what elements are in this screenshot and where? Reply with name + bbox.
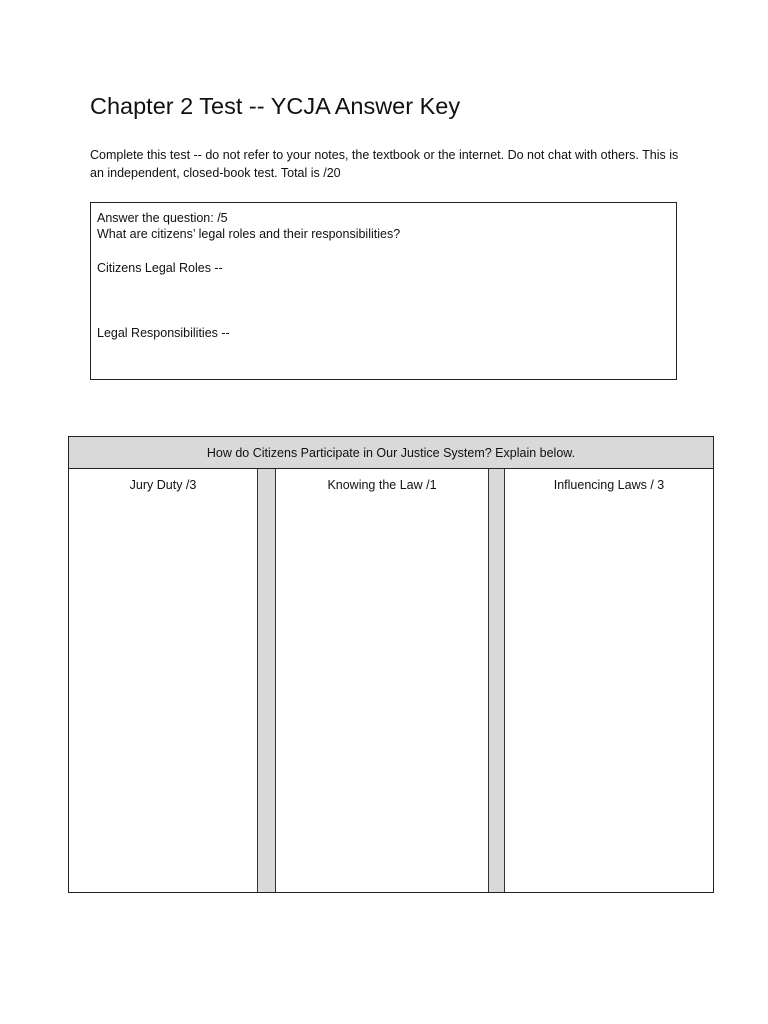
question-box (90, 202, 677, 380)
column-separator (257, 469, 276, 892)
page-title: Chapter 2 Test -- YCJA Answer Key (90, 93, 461, 119)
chart-header: How do Citizens Participate in Our Justice System? Explain below. (69, 437, 713, 469)
column-separator (488, 469, 505, 892)
question-text: What are citizens’ legal roles and their responsibilities? (97, 227, 401, 241)
column-label-jury-duty: Jury Duty /3 (129, 478, 197, 492)
citizens-legal-roles-label: Citizens Legal Roles -- (97, 261, 223, 275)
legal-responsibilities-label: Legal Responsibilities -- (97, 326, 230, 340)
question-score: Answer the question: /5 (97, 211, 228, 225)
test-instructions: Complete this test -- do not refer to your notes, the textbook or the internet. Do not chat with others. This is an independent, closed-book test. Total is /20 (90, 148, 679, 180)
participation-chart (68, 436, 714, 893)
column-knowing-the-law (276, 469, 488, 892)
column-jury-duty (69, 469, 257, 892)
column-label-influencing-laws: Influencing Laws / 3 (553, 478, 665, 492)
column-influencing-laws (505, 469, 713, 892)
column-label-knowing-the-law: Knowing the Law /1 (327, 478, 437, 492)
